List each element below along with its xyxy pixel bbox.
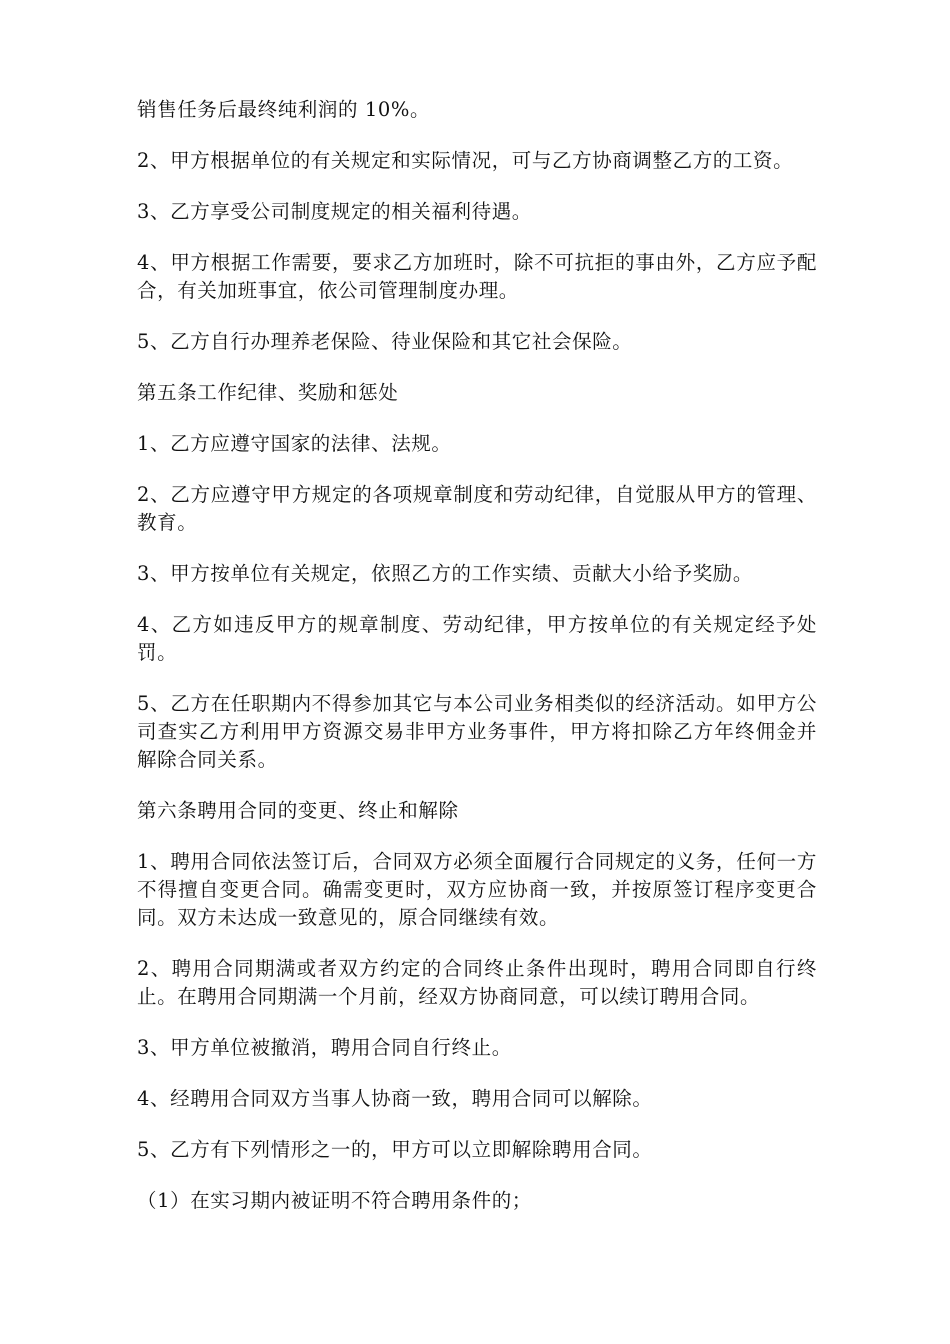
section-heading-5: 第五条工作纪律、奖励和惩处	[137, 381, 399, 404]
section6-item: 3、甲方单位被撤消，聘用合同自行终止。	[137, 1036, 512, 1059]
section5-item: 5、乙方在任职期内不得参加其它与本公司业务相类似的经济活动。如甲方公司查实乙方利用甲方资源交易非甲方业务事件，甲方将扣除乙方年终佣金并解除合同关系。	[137, 692, 817, 771]
section5-item: 3、甲方按单位有关规定，依照乙方的工作实绩、贡献大小给予奖励。	[137, 562, 754, 585]
section5-item: 4、乙方如违反甲方的规章制度、劳动纪律，甲方按单位的有关规定经予处罚。	[137, 613, 817, 664]
document-body	[137, 96, 817, 1215]
section6-item: 1、聘用合同依法签订后，合同双方必须全面履行合同规定的义务，任何一方不得擅自变更合同。确需变更时，双方应协商一致，并按原签订程序变更合同。双方未达成一致意见的，原合同继续有效。	[137, 850, 817, 929]
section5-item: 1、乙方应遵守国家的法律、法规。	[137, 432, 452, 455]
section6-item: 2、聘用合同期满或者双方约定的合同终止条件出现时，聘用合同即自行终止。在聘用合同期满一个月前，经双方协商同意，可以续订聘用合同。	[137, 957, 817, 1008]
paragraph: 2、甲方根据单位的有关规定和实际情况，可与乙方协商调整乙方的工资。	[137, 149, 794, 172]
sub-item: （1）在实习期内被证明不符合聘用条件的；	[137, 1189, 532, 1212]
section6-item: 5、乙方有下列情形之一的，甲方可以立即解除聘用合同。	[137, 1138, 653, 1161]
paragraph: 5、乙方自行办理养老保险、待业保险和其它社会保险。	[137, 330, 633, 353]
section6-item: 4、经聘用合同双方当事人协商一致，聘用合同可以解除。	[137, 1087, 653, 1110]
section-heading-6: 第六条聘用合同的变更、终止和解除	[137, 799, 459, 822]
section5-item: 2、乙方应遵守甲方规定的各项规章制度和劳动纪律，自觉服从甲方的管理、教育。	[137, 483, 817, 534]
paragraph: 销售任务后最终纯利润的 10%。	[137, 98, 431, 121]
paragraph: 4、甲方根据工作需要，要求乙方加班时，除不可抗拒的事由外，乙方应予配合，有关加班事宜，依公司管理制度办理。	[137, 251, 817, 302]
paragraph: 3、乙方享受公司制度规定的相关福利待遇。	[137, 200, 532, 223]
